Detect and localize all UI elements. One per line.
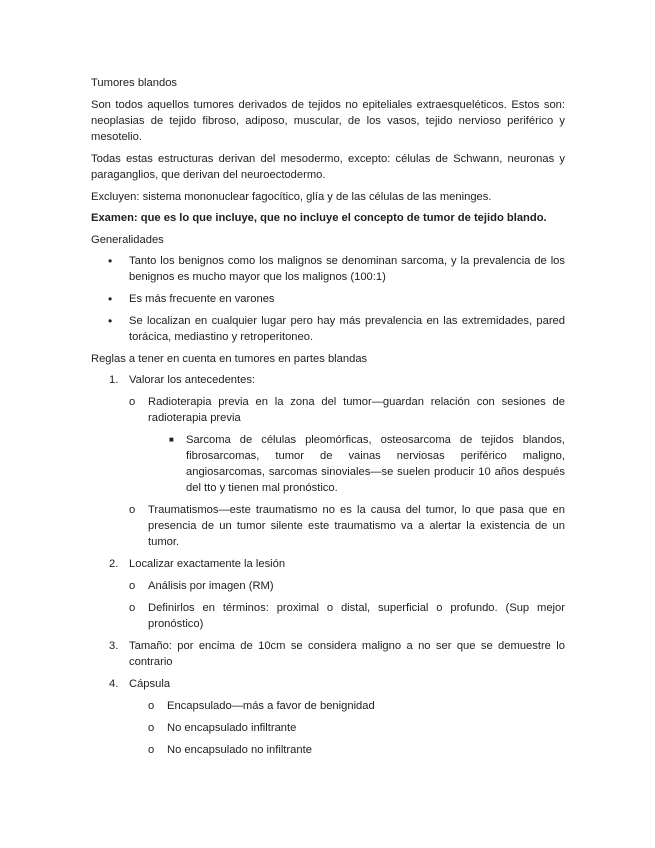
detail-list bbox=[148, 432, 565, 496]
circle-bullet-icon: o bbox=[129, 504, 136, 516]
definition-paragraph: Son todos aquellos tumores derivados de tejidos no epiteliales extraesqueléticos. Estos son: neoplasias de tejido fibroso, adiposo, muscular, de los vasos, tejido nervioso periférico y mesotelio. bbox=[91, 99, 565, 143]
list-item-text: Radioterapia previa en la zona del tumor—guardan relación con sesiones de radioterapia previa bbox=[148, 396, 565, 424]
list-item-text: No encapsulado no infiltrante bbox=[167, 744, 312, 756]
list-item bbox=[148, 698, 565, 714]
list-item-text: Tanto los benignos como los malignos se denominan sarcoma, y la prevalencia de los benignos es mucho mayor que los malignos (100:1) bbox=[129, 255, 565, 283]
circle-bullet-icon: o bbox=[129, 396, 136, 408]
list-item bbox=[129, 394, 565, 496]
list-item bbox=[91, 676, 565, 758]
document-title: Tumores blandos bbox=[91, 77, 178, 89]
list-item-text: Análisis por imagen (RM) bbox=[148, 580, 274, 592]
list-item bbox=[91, 372, 565, 550]
list-item-text: Se localizan en cualquier lugar pero hay más prevalencia en las extremidades, pared torácica, mediastino y retroperitoneo. bbox=[129, 315, 565, 343]
list-item bbox=[129, 502, 565, 550]
list-item bbox=[148, 720, 565, 736]
list-item bbox=[91, 313, 565, 345]
sub-list bbox=[129, 394, 565, 550]
list-number: 4. bbox=[109, 678, 119, 690]
circle-bullet-icon: o bbox=[148, 700, 155, 712]
list-item-text: Localizar exactamente la lesión bbox=[129, 558, 286, 570]
list-item-text: Sarcoma de células pleomórficas, osteosarcoma de tejidos blandos, fibrosarcomas, tumor de vainas nerviosas periférico maligno, angiosarcomas, sarcomas sinoviales—se suelen producir 10 años después del tto y tienen mal pronóstico. bbox=[186, 434, 565, 494]
sub-list bbox=[129, 578, 565, 632]
list-item-text: No encapsulado infiltrante bbox=[167, 722, 297, 734]
exam-note: Examen: que es lo que incluye, que no incluye el concepto de tumor de tejido blando. bbox=[91, 212, 547, 224]
list-number: 1. bbox=[109, 374, 119, 386]
list-number: 3. bbox=[109, 640, 119, 652]
list-item-text: Tamaño: por encima de 10cm se considera maligno a no ser que se demuestre lo contrario bbox=[129, 640, 565, 668]
generalidades-list bbox=[91, 253, 565, 345]
circle-bullet-icon: o bbox=[129, 602, 136, 614]
list-item-text: Valorar los antecedentes: bbox=[129, 374, 256, 386]
square-bullet-icon: ■ bbox=[169, 435, 174, 444]
list-item-text: Es más frecuente en varones bbox=[129, 293, 275, 305]
list-item bbox=[91, 556, 565, 632]
circle-bullet-icon: o bbox=[129, 580, 136, 592]
reglas-heading: Reglas a tener en cuenta en tumores en partes blandas bbox=[91, 353, 368, 365]
bullet-icon: • bbox=[108, 314, 113, 328]
list-item bbox=[167, 432, 565, 496]
exclusion-paragraph: Excluyen: sistema mononuclear fagocítico, glía y de las células de las meninges. bbox=[91, 191, 492, 203]
list-item-text: Definirlos en términos: proximal o distal, superficial o profundo. (Sup mejor pronóstico) bbox=[148, 602, 565, 630]
bullet-icon: • bbox=[108, 292, 113, 306]
circle-bullet-icon: o bbox=[148, 722, 155, 734]
sub-list bbox=[129, 698, 565, 758]
list-item bbox=[91, 291, 565, 307]
generalidades-heading: Generalidades bbox=[91, 234, 164, 246]
circle-bullet-icon: o bbox=[148, 744, 155, 756]
list-item-text: Cápsula bbox=[129, 678, 171, 690]
list-item-text: Encapsulado—más a favor de benignidad bbox=[167, 700, 375, 712]
list-item bbox=[91, 638, 565, 670]
reglas-list bbox=[91, 372, 565, 758]
list-item bbox=[91, 253, 565, 285]
origin-paragraph: Todas estas estructuras derivan del mesodermo, excepto: células de Schwann, neuronas y paraganglios, que derivan del neuroectodermo. bbox=[91, 153, 565, 181]
bullet-icon: • bbox=[108, 254, 113, 268]
list-item bbox=[129, 600, 565, 632]
list-item bbox=[148, 742, 565, 758]
list-number: 2. bbox=[109, 558, 119, 570]
list-item-text: Traumatismos—este traumatismo no es la causa del tumor, lo que pasa que en presencia de un tumor silente este traumatismo va a alertar la existencia de un tumor. bbox=[148, 504, 565, 548]
list-item bbox=[129, 578, 565, 594]
